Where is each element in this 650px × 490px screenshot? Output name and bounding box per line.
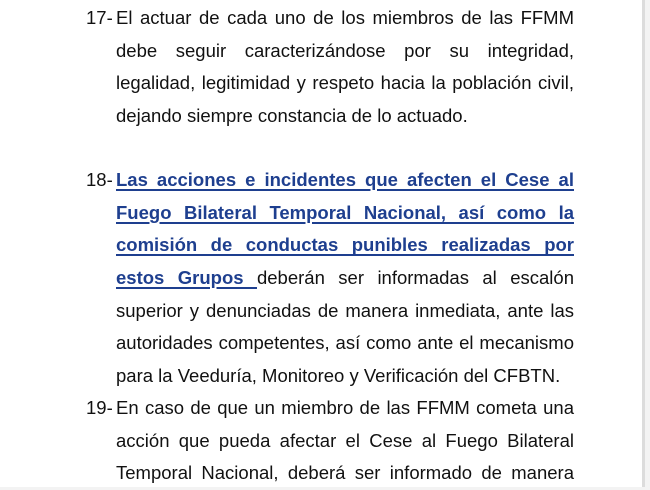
- item-number: 18-: [86, 169, 113, 190]
- item-line-mixed: [116, 262, 574, 295]
- item-line: dejando siempre constancia de lo actuado.: [116, 105, 468, 127]
- highlighted-line: Fuego Bilateral Temporal Nacional, así como la: [116, 201, 574, 223]
- list-item-19: [86, 392, 574, 490]
- list-item-17: [86, 2, 574, 133]
- item-number: 19-: [86, 397, 113, 418]
- item-line: En caso de que un miembro de las FFMM cometa una: [116, 397, 574, 418]
- page-edge-shadow: [642, 0, 645, 487]
- list-item-18: [86, 164, 574, 393]
- item-line: debe seguir caracterizándose por su integridad,: [116, 39, 574, 61]
- item-line: acción que pueda afectar el Cese al Fuego Bilateral: [116, 429, 574, 451]
- item-line: autoridades competentes, así como ante el mecanismo: [116, 332, 574, 354]
- item-line: legalidad, legitimidad y respeto hacia la población civil,: [116, 72, 574, 94]
- item-number: 17-: [86, 7, 113, 28]
- item-text: deberán ser informadas al escalón: [256, 267, 574, 289]
- item-line: El actuar de cada uno de los miembros de las FFMM: [116, 7, 574, 28]
- item-line: superior y denunciadas de manera inmediata, ante las: [116, 299, 574, 321]
- item-line: para la Veeduría, Monitoreo y Verificación del CFBTN.: [116, 365, 561, 387]
- item-line: Temporal Nacional, deberá ser informado de manera: [116, 462, 574, 484]
- highlighted-text: estos Grupos: [116, 267, 257, 289]
- highlighted-line: comisión de conductas punibles realizadas por: [116, 234, 574, 256]
- highlighted-line: Las acciones e incidentes que afecten el Cese al: [116, 169, 574, 190]
